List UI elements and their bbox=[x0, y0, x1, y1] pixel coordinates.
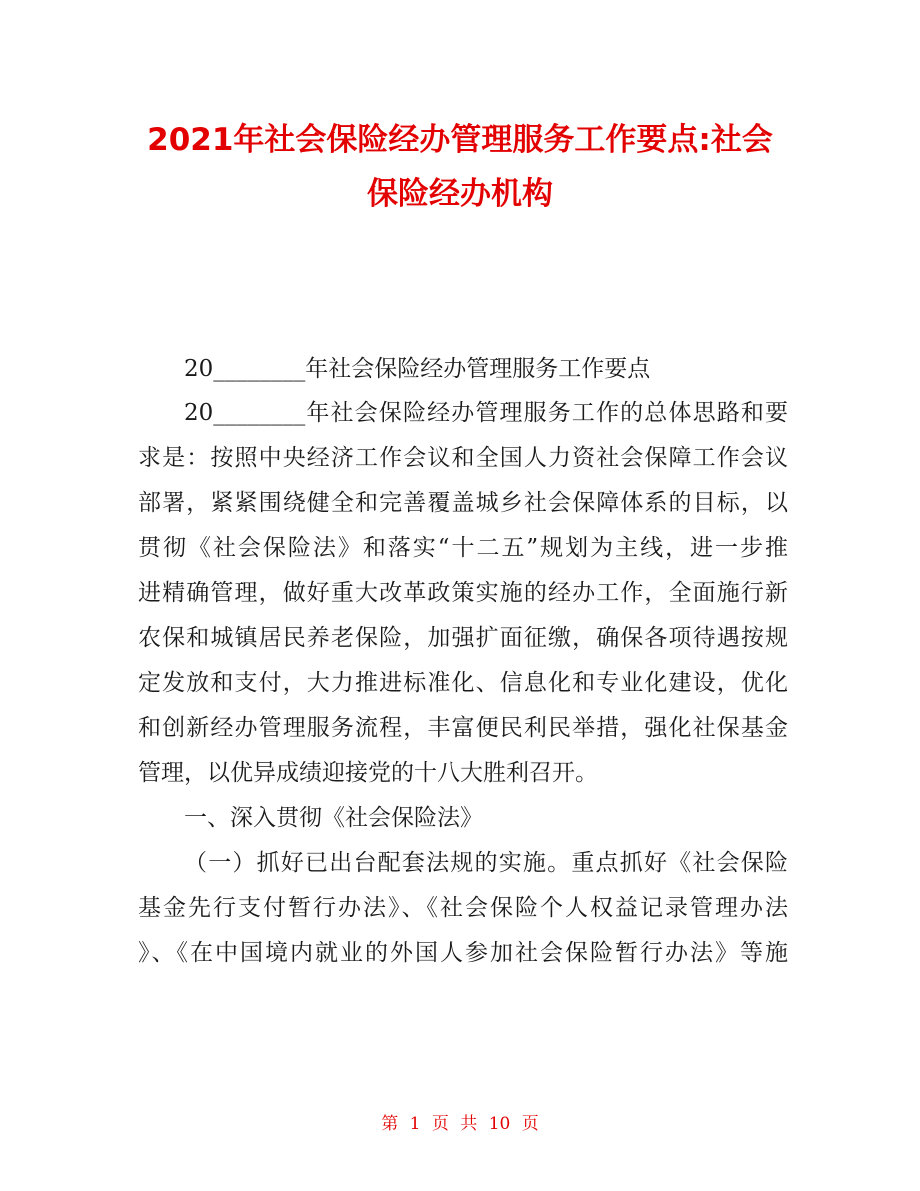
page-number-footer: 第 1 页 共 10 页 bbox=[381, 1114, 539, 1134]
paragraph-line: 农保和城镇居民养老保险，加强扩面征缴，确保各项待遇按规 bbox=[138, 625, 788, 651]
paragraph-line: 求是：按照中央经济工作会议和全国人力资社会保障工作会议 bbox=[138, 445, 788, 471]
document-title-line-1: 2021年社会保险经办管理服务工作要点:社会 bbox=[147, 122, 773, 158]
paragraph-line: 定发放和支付，大力推进标准化、信息化和专业化建设，优化 bbox=[138, 670, 788, 696]
paragraph-line: 进精确管理，做好重大改革政策实施的经办工作，全面施行新 bbox=[138, 580, 788, 606]
paragraph-line: 和创新经办管理服务流程，丰富便民利民举措，强化社保基金 bbox=[138, 715, 788, 741]
section-heading: 一、深入贯彻《社会保险法》 bbox=[184, 805, 483, 831]
document-title-line-2: 保险经办机构 bbox=[367, 176, 553, 212]
paragraph-line: 贯彻《社会保险法》和落实“十二五”规划为主线，进一步推 bbox=[138, 535, 788, 561]
paragraph-line: 管理，以优异成绩迎接党的十八大胜利召开。 bbox=[138, 760, 598, 786]
paragraph-line: 部署，紧紧围绕健全和完善覆盖城乡社会保障体系的目标，以 bbox=[138, 490, 788, 516]
paragraph-line: 基金先行支付暂行办法》、《社会保险个人权益记录管理办法 bbox=[138, 895, 788, 921]
section-heading: 20________年社会保险经办管理服务工作要点 bbox=[184, 356, 651, 382]
paragraph-line: （一）抓好已出台配套法规的实施。重点抓好《社会保险 bbox=[184, 850, 788, 876]
paragraph-line: 20________年社会保险经办管理服务工作的总体思路和要 bbox=[184, 400, 788, 426]
paragraph-line: 》、《在中国境内就业的外国人参加社会保险暂行办法》等施 bbox=[138, 940, 788, 966]
